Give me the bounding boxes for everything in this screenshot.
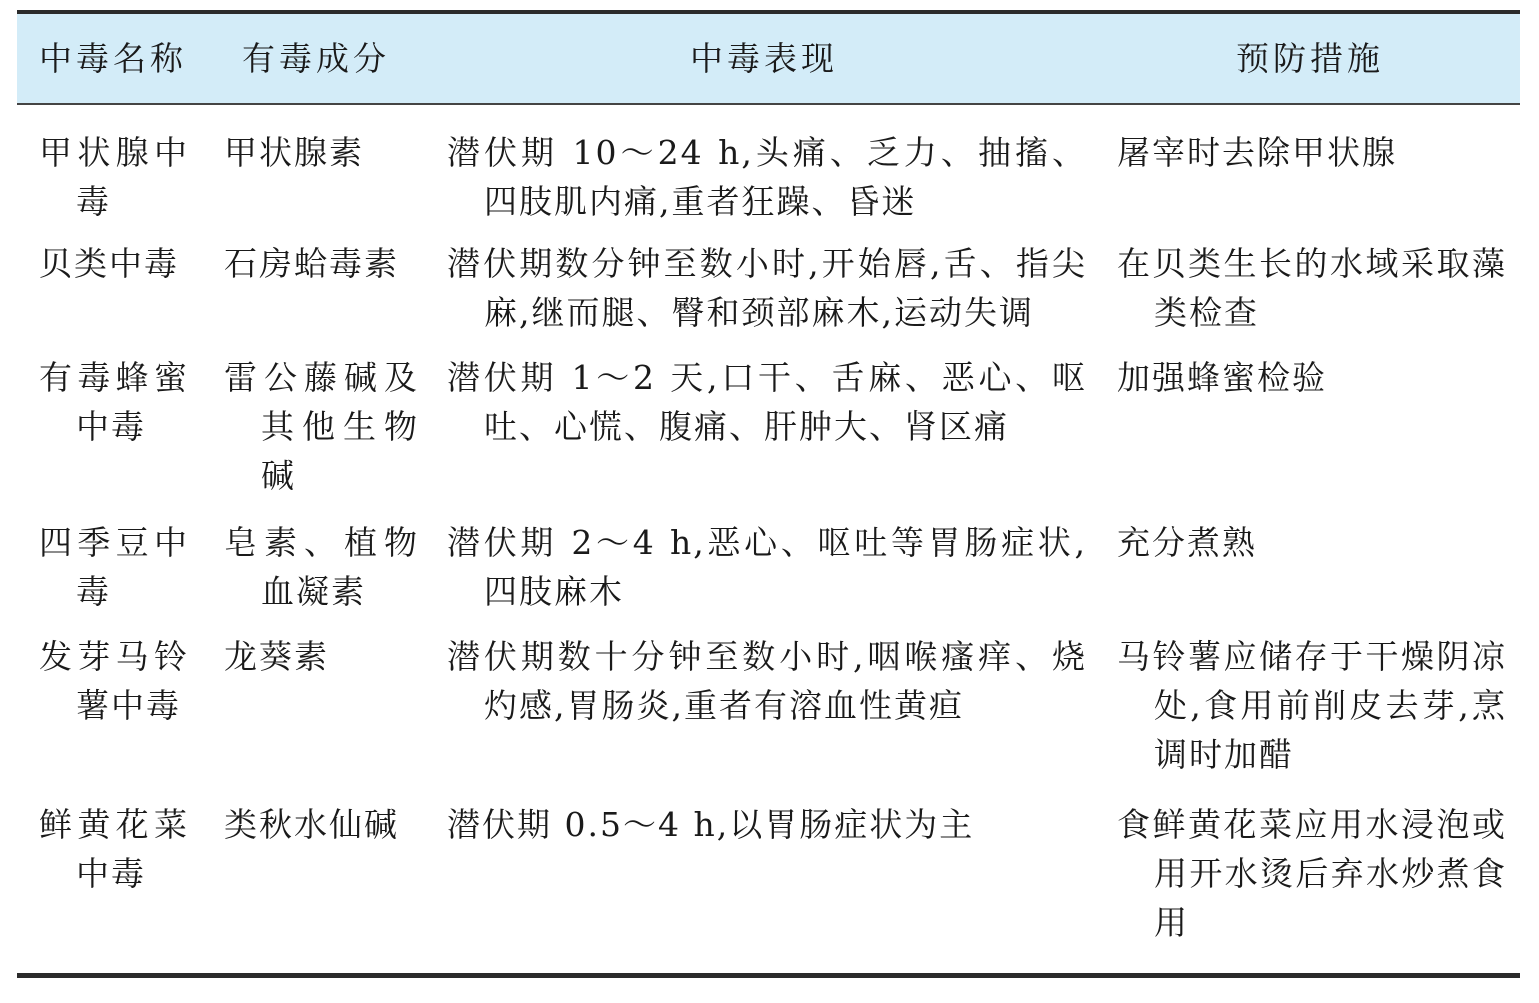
cell-symptoms: 潜伏期 1～2 天,口干、舌麻、恶心、呕吐、心慌、腹痛、肝肿大、肾区痛 xyxy=(447,358,1087,446)
header-prevention: 预防措施 xyxy=(1236,39,1384,78)
header-component: 有毒成分 xyxy=(242,39,390,78)
cell-prevention: 在贝类生长的水域采取藻类检查 xyxy=(1117,244,1507,332)
cell-component: 类秋水仙碱 xyxy=(224,805,399,844)
header-symptoms: 中毒表现 xyxy=(690,39,838,78)
cell-name: 甲状腺中毒 xyxy=(39,133,189,221)
header-name: 中毒名称 xyxy=(39,39,187,78)
cell-symptoms: 潜伏期 0.5～4 h,以胃肠症状为主 xyxy=(447,805,975,844)
cell-symptoms: 潜伏期 2～4 h,恶心、呕吐等胃肠症状,四肢麻木 xyxy=(447,523,1087,611)
cell-component: 石房蛤毒素 xyxy=(224,244,399,283)
cell-component: 雷公藤碱及其他生物碱 xyxy=(224,358,419,495)
cell-prevention: 屠宰时去除甲状腺 xyxy=(1117,133,1397,172)
cell-component: 皂素、植物血凝素 xyxy=(224,523,419,611)
poisoning-table xyxy=(17,10,1520,973)
cell-prevention: 马铃薯应储存于干燥阴凉处,食用前削皮去芽,烹调时加醋 xyxy=(1117,637,1507,774)
table-body xyxy=(17,105,1520,973)
cell-symptoms: 潜伏期数十分钟至数小时,咽喉瘙痒、烧灼感,胃肠炎,重者有溶血性黄疸 xyxy=(447,637,1087,725)
cell-symptoms: 潜伏期数分钟至数小时,开始唇,舌、指尖麻,继而腿、臀和颈部麻木,运动失调 xyxy=(447,244,1087,332)
bottom-rule xyxy=(17,973,1520,978)
cell-name: 鲜黄花菜中毒 xyxy=(39,805,189,893)
cell-name: 发芽马铃薯中毒 xyxy=(39,637,189,725)
cell-prevention: 食鲜黄花菜应用水浸泡或用开水烫后弃水炒煮食用 xyxy=(1117,805,1507,942)
cell-prevention: 充分煮熟 xyxy=(1117,523,1257,562)
cell-name: 有毒蜂蜜中毒 xyxy=(39,358,189,446)
cell-name: 四季豆中毒 xyxy=(39,523,189,611)
cell-name: 贝类中毒 xyxy=(39,244,179,283)
cell-symptoms: 潜伏期 10～24 h,头痛、乏力、抽搐、四肢肌内痛,重者狂躁、昏迷 xyxy=(447,133,1087,221)
table-header xyxy=(17,14,1520,105)
cell-component: 龙葵素 xyxy=(224,637,329,676)
cell-component: 甲状腺素 xyxy=(224,133,364,172)
cell-prevention: 加强蜂蜜检验 xyxy=(1117,358,1327,397)
